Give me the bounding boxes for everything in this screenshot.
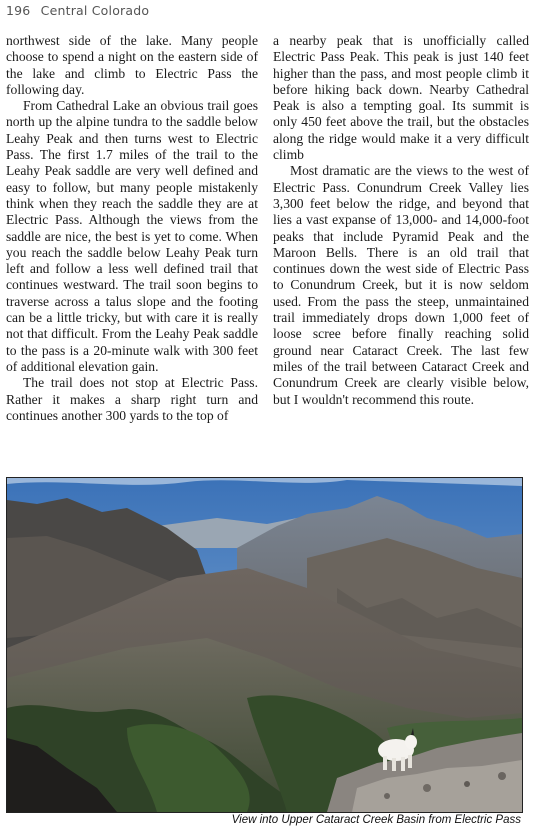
photo-caption: View into Upper Cataract Creek Basin from Electric Pass — [231, 814, 521, 826]
paragraph: Most dramatic are the views to the west of Electric Pass. Conundrum Creek Valley lies 3,300 feet below the ridge, and beyond that lies a vast expanse of 13,000- and 14,000-foot peaks that include Pyramid Peak and the Maroon Bells. There is an old trail that continues down the west side of Electric Pass to Conundrum Creek, but it is now seldom used. From the pass the steep, unmaintained trail immediately drops down 1,000 feet of loose scree before finally reaching solid ground near Cataract Creek. The last few miles of the trail between Cataract Creek and Conundrum Creek are clearly visible below, but I wouldn't recommend this route. — [273, 163, 529, 407]
running-header — [6, 3, 149, 21]
paragraph: northwest side of the lake. Many people choose to spend a night on the eastern side of the lake and climb to Electric Pass the following day. — [6, 33, 258, 97]
text-column-left — [6, 33, 258, 424]
paragraph: a nearby peak that is unofficially called Electric Pass Peak. This peak is just 140 feet higher than the pass, and most people climb it before hiking back down. Nearby Cathedral Peak is also a tempting goal. Its summit is only 450 feet above the trail, but the obstacles along the ridge would make it a very difficult climb — [273, 33, 529, 163]
text-column-right — [273, 33, 529, 408]
section-title: Central Colorado — [40, 3, 150, 18]
paragraph: The trail does not stop at Electric Pass. Rather it makes a sharp right turn and continues another 300 yards to the top of — [6, 375, 258, 423]
paragraph: From Cathedral Lake an obvious trail goes north up the alpine tundra to the saddle below Leahy Peak and then turns west to Electric Pass. The first 1.7 miles of the trail to the Leahy Peak saddle are very well defined and easy to follow, but many people mistakenly think when they reach the saddle they are at Electric Pass. Although the views from the saddle are nice, the best is yet to come. When you reach the saddle below Leahy Peak turn left and follow a less well defined trail that continues westward. The trail soon begins to traverse across a talus slope and the footing can be a little tricky, but with care it is really not that difficult. From the Leahy Peak saddle to the pass is a 20-minute walk with 300 feet of additional elevation gain. — [6, 98, 258, 374]
page-number: 196 — [6, 3, 31, 18]
mountain-photo — [6, 477, 523, 813]
